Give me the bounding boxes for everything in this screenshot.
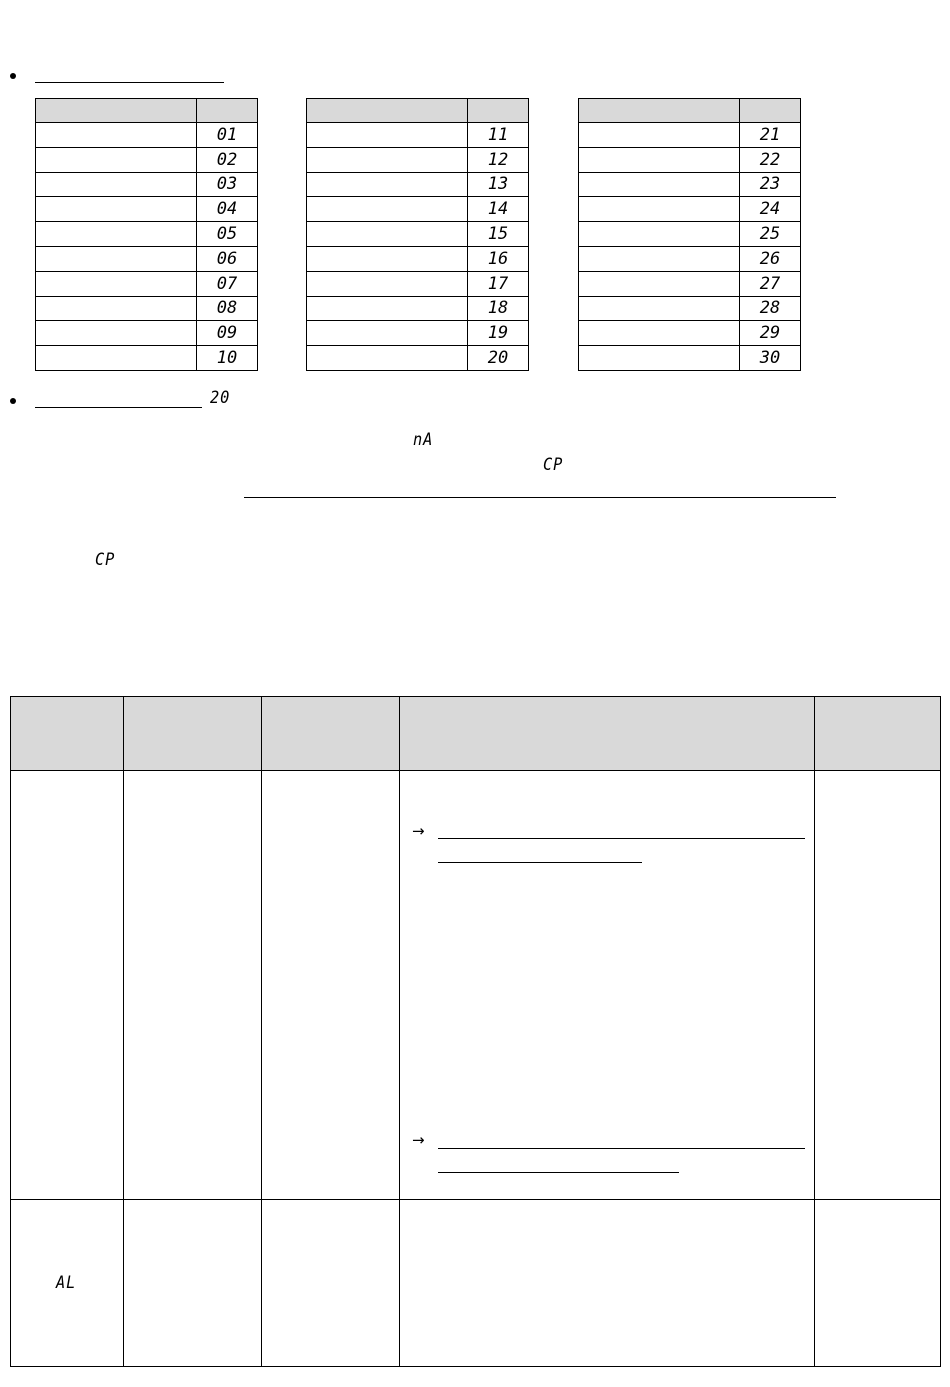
row1-underline-2b <box>438 1172 679 1173</box>
table-row: 09 <box>36 321 258 346</box>
table-row: 02 <box>36 147 258 172</box>
table-row: 17 <box>307 271 529 296</box>
table-row: 22 <box>579 147 801 172</box>
table-row: 12 <box>307 147 529 172</box>
code-table-3 <box>578 98 801 371</box>
arrow-icon: → <box>412 1131 425 1149</box>
row1-underline-1b <box>438 862 642 863</box>
table-row: 23 <box>579 172 801 197</box>
table-row: 18 <box>307 296 529 321</box>
code-table-2-header-code <box>468 99 529 123</box>
main-table-row1-description <box>400 771 815 1200</box>
bullet-2 <box>10 398 16 404</box>
table-row <box>11 1200 941 1367</box>
table-row: 28 <box>579 296 801 321</box>
code-table-1-header-code <box>197 99 258 123</box>
table-row <box>11 771 941 1200</box>
main-table-header-col1 <box>11 697 124 771</box>
table-row: 16 <box>307 246 529 271</box>
table-row: 26 <box>579 246 801 271</box>
row2-code: AL <box>55 1273 76 1293</box>
table-row: 10 <box>36 346 258 371</box>
table-row: 07 <box>36 271 258 296</box>
main-table <box>10 696 941 1367</box>
main-table-header <box>11 697 941 771</box>
arrow-icon: → <box>412 822 425 840</box>
main-table-header-col5 <box>815 697 941 771</box>
table-row: 05 <box>36 222 258 247</box>
code-table-1-header-name <box>36 99 197 123</box>
table-row: 08 <box>36 296 258 321</box>
bullet-2-code: 20 <box>210 388 231 408</box>
table-row: 03 <box>36 172 258 197</box>
bullet-1-underline <box>35 82 224 83</box>
code-table-2-header-name <box>307 99 468 123</box>
table-row: 06 <box>36 246 258 271</box>
table-row: 01 <box>36 123 258 148</box>
paragraph-underline <box>244 497 836 498</box>
table-row: 29 <box>579 321 801 346</box>
table-row: 11 <box>307 123 529 148</box>
table-row: 27 <box>579 271 801 296</box>
table-row: 04 <box>36 197 258 222</box>
table-row: 20 <box>307 346 529 371</box>
table-row: 19 <box>307 321 529 346</box>
code-cp-1: CP <box>543 455 564 475</box>
table-row: 21 <box>579 123 801 148</box>
table-row: 30 <box>579 346 801 371</box>
main-table-header-col2 <box>124 697 262 771</box>
row1-underline-1a <box>438 838 805 839</box>
main-table-header-col3 <box>262 697 400 771</box>
code-table-2 <box>306 98 529 371</box>
table-row: 14 <box>307 197 529 222</box>
table-row: 13 <box>307 172 529 197</box>
table-row: 15 <box>307 222 529 247</box>
code-table-3-header-code <box>740 99 801 123</box>
code-table-1 <box>35 98 258 371</box>
table-row: 24 <box>579 197 801 222</box>
row1-underline-2a <box>438 1148 805 1149</box>
code-na: nA <box>413 430 434 450</box>
main-table-header-col4 <box>400 697 815 771</box>
bullet-2-underline <box>35 407 202 408</box>
bullet-1 <box>10 73 16 79</box>
code-table-3-header-name <box>579 99 740 123</box>
code-cp-2: CP <box>95 550 116 570</box>
table-row: 25 <box>579 222 801 247</box>
